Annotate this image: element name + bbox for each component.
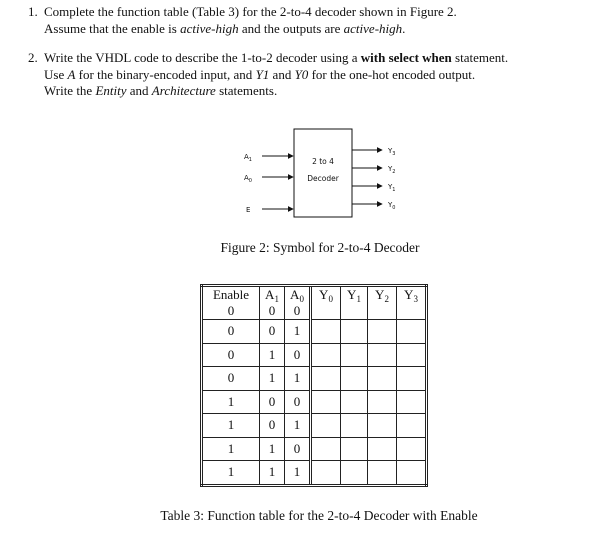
question-1 — [28, 4, 598, 37]
output-y2-label: $Y_2$ — [388, 165, 396, 175]
cell-a1: 1 — [260, 437, 285, 461]
table-row — [202, 367, 427, 391]
cell-enable: 0 — [202, 343, 260, 367]
cell-a0: 1 — [285, 461, 311, 486]
header-y3-sub: 3 — [413, 294, 418, 304]
cell-a1: 1 — [260, 461, 285, 486]
cell-enable: 1 — [202, 437, 260, 461]
cell-y3-blank[interactable] — [397, 414, 427, 438]
cell-a0: 0 — [285, 437, 311, 461]
cell-a1: 0 — [260, 303, 285, 320]
header-enable: Enable — [202, 286, 260, 304]
q1-emphasis-outputs: active-high — [343, 20, 403, 36]
q2-architecture: Architecture — [151, 83, 216, 98]
decoder-symbol-figure — [230, 126, 430, 221]
cell-y2-blank[interactable] — [368, 367, 397, 391]
table-row — [202, 390, 427, 414]
q1-text: Assume that the enable is — [44, 20, 181, 36]
cell-y3-blank[interactable] — [397, 303, 427, 320]
cell-y0-blank[interactable] — [311, 343, 341, 367]
q1-emphasis-enable: active-high — [180, 20, 239, 36]
header-y2-sub: 2 — [384, 294, 389, 304]
q2-text: for the binary-encoded input, and — [75, 66, 256, 82]
cell-y3-blank[interactable] — [397, 390, 427, 414]
cell-y3-blank[interactable] — [397, 437, 427, 461]
cell-enable: 1 — [202, 461, 260, 486]
q2-var-a: A — [67, 66, 76, 82]
q1-text: . — [402, 20, 406, 36]
header-a1-sub: 1 — [274, 294, 279, 304]
output-y0-label: $Y_0$ — [388, 201, 396, 211]
table-row — [202, 343, 427, 367]
header-y2-letter: Y — [375, 287, 385, 302]
question-2-line-2 — [44, 67, 598, 84]
header-y1 — [341, 286, 368, 304]
cell-enable: 1 — [202, 390, 260, 414]
cell-y1-blank[interactable] — [341, 367, 368, 391]
output-y1-label: $Y_1$ — [388, 183, 396, 193]
header-a0 — [285, 286, 311, 304]
cell-y0-blank[interactable] — [311, 437, 341, 461]
cell-y1-blank[interactable] — [341, 320, 368, 344]
table-row — [202, 437, 427, 461]
question-2-number: 2. — [28, 50, 38, 65]
table-row — [202, 414, 427, 438]
cell-a1: 0 — [260, 320, 285, 344]
cell-enable: 1 — [202, 414, 260, 438]
q2-entity: Entity — [95, 83, 127, 98]
header-a1-letter: A — [265, 287, 275, 302]
function-table — [200, 284, 428, 487]
cell-y0-blank[interactable] — [311, 367, 341, 391]
cell-a0: 0 — [285, 390, 311, 414]
cell-y1-blank[interactable] — [341, 303, 368, 320]
header-y0 — [311, 286, 341, 304]
cell-y1-blank[interactable] — [341, 343, 368, 367]
header-a0-sub: 0 — [299, 294, 304, 304]
cell-y1-blank[interactable] — [341, 390, 368, 414]
cell-a0: 1 — [285, 367, 311, 391]
cell-y2-blank[interactable] — [368, 343, 397, 367]
cell-y0-blank[interactable] — [311, 320, 341, 344]
header-y3-letter: Y — [404, 287, 414, 302]
q1-text: and the outputs are — [238, 20, 344, 36]
question-2-line-1 — [44, 50, 598, 67]
table-header-row — [202, 286, 427, 304]
question-1-number: 1. — [28, 4, 38, 19]
cell-y0-blank[interactable] — [311, 303, 341, 320]
decoder-block-label-1: 2 to 4 — [312, 157, 334, 166]
cell-y2-blank[interactable] — [368, 303, 397, 320]
cell-enable: 0 — [202, 367, 260, 391]
cell-enable: 0 — [202, 303, 260, 320]
cell-a0: 1 — [285, 414, 311, 438]
header-y0-letter: Y — [319, 287, 329, 302]
header-y3 — [397, 286, 427, 304]
header-a0-letter: A — [290, 287, 300, 302]
cell-a1: 1 — [260, 367, 285, 391]
question-2-line-3 — [44, 83, 598, 100]
cell-y3-blank[interactable] — [397, 320, 427, 344]
cell-y1-blank[interactable] — [341, 437, 368, 461]
figure-caption-text: Figure 2: Symbol for 2-to-4 Decoder — [220, 240, 420, 255]
header-y0-sub: 0 — [328, 294, 333, 304]
cell-y2-blank[interactable] — [368, 320, 397, 344]
input-a1-label: $A_1$ — [244, 153, 252, 163]
cell-y3-blank[interactable] — [397, 367, 427, 391]
cell-y3-blank[interactable] — [397, 461, 427, 486]
header-y1-sub: 1 — [356, 294, 361, 304]
cell-a0: 0 — [285, 343, 311, 367]
cell-a0: 1 — [285, 320, 311, 344]
question-1-line-1: Complete the function table (Table 3) for the 2-to-4 decoder shown in Figure 2. — [44, 4, 457, 19]
decoder-block — [294, 129, 352, 217]
q2-text: statement. — [451, 50, 509, 65]
cell-y0-blank[interactable] — [311, 461, 341, 486]
header-y2 — [368, 286, 397, 304]
table-row — [202, 303, 427, 320]
cell-y2-blank[interactable] — [368, 437, 397, 461]
cell-enable: 0 — [202, 320, 260, 344]
q2-text: Write the VHDL code to describe the 1-to-2 decoder using a — [44, 50, 361, 65]
q2-text: and — [269, 66, 295, 82]
table-row — [202, 461, 427, 486]
cell-y0-blank[interactable] — [311, 390, 341, 414]
output-y3-label: $Y_3$ — [388, 147, 396, 157]
q2-text: Write the — [44, 83, 96, 98]
q2-text: statements. — [215, 83, 278, 98]
input-e-label: E — [246, 206, 251, 214]
table-caption-text: Table 3: Function table for the 2-to-4 Decoder with Enable — [160, 508, 478, 523]
cell-a1: 0 — [260, 414, 285, 438]
q2-text: for the one-hot encoded output. — [308, 66, 476, 82]
q2-var-y0: Y0 — [294, 66, 309, 82]
input-a0-label: $A_0$ — [244, 174, 252, 184]
cell-y3-blank[interactable] — [397, 343, 427, 367]
q2-text: and — [126, 83, 152, 98]
cell-y2-blank[interactable] — [368, 390, 397, 414]
question-1-line-2 — [44, 21, 598, 38]
table-row — [202, 320, 427, 344]
header-a1 — [260, 286, 285, 304]
cell-y1-blank[interactable] — [341, 414, 368, 438]
cell-y0-blank[interactable] — [311, 414, 341, 438]
cell-a1: 1 — [260, 343, 285, 367]
q2-text: Use — [44, 66, 68, 82]
cell-y2-blank[interactable] — [368, 461, 397, 486]
q2-var-y1: Y1 — [255, 66, 270, 82]
q2-keyword: with select when — [360, 50, 452, 65]
figure-caption — [0, 240, 604, 256]
cell-y2-blank[interactable] — [368, 414, 397, 438]
cell-a0: 0 — [285, 303, 311, 320]
cell-a1: 0 — [260, 390, 285, 414]
question-2 — [28, 50, 598, 100]
cell-y1-blank[interactable] — [341, 461, 368, 486]
table-caption — [0, 508, 604, 524]
decoder-block-label-2: Decoder — [307, 174, 339, 183]
header-y1-letter: Y — [347, 287, 357, 302]
